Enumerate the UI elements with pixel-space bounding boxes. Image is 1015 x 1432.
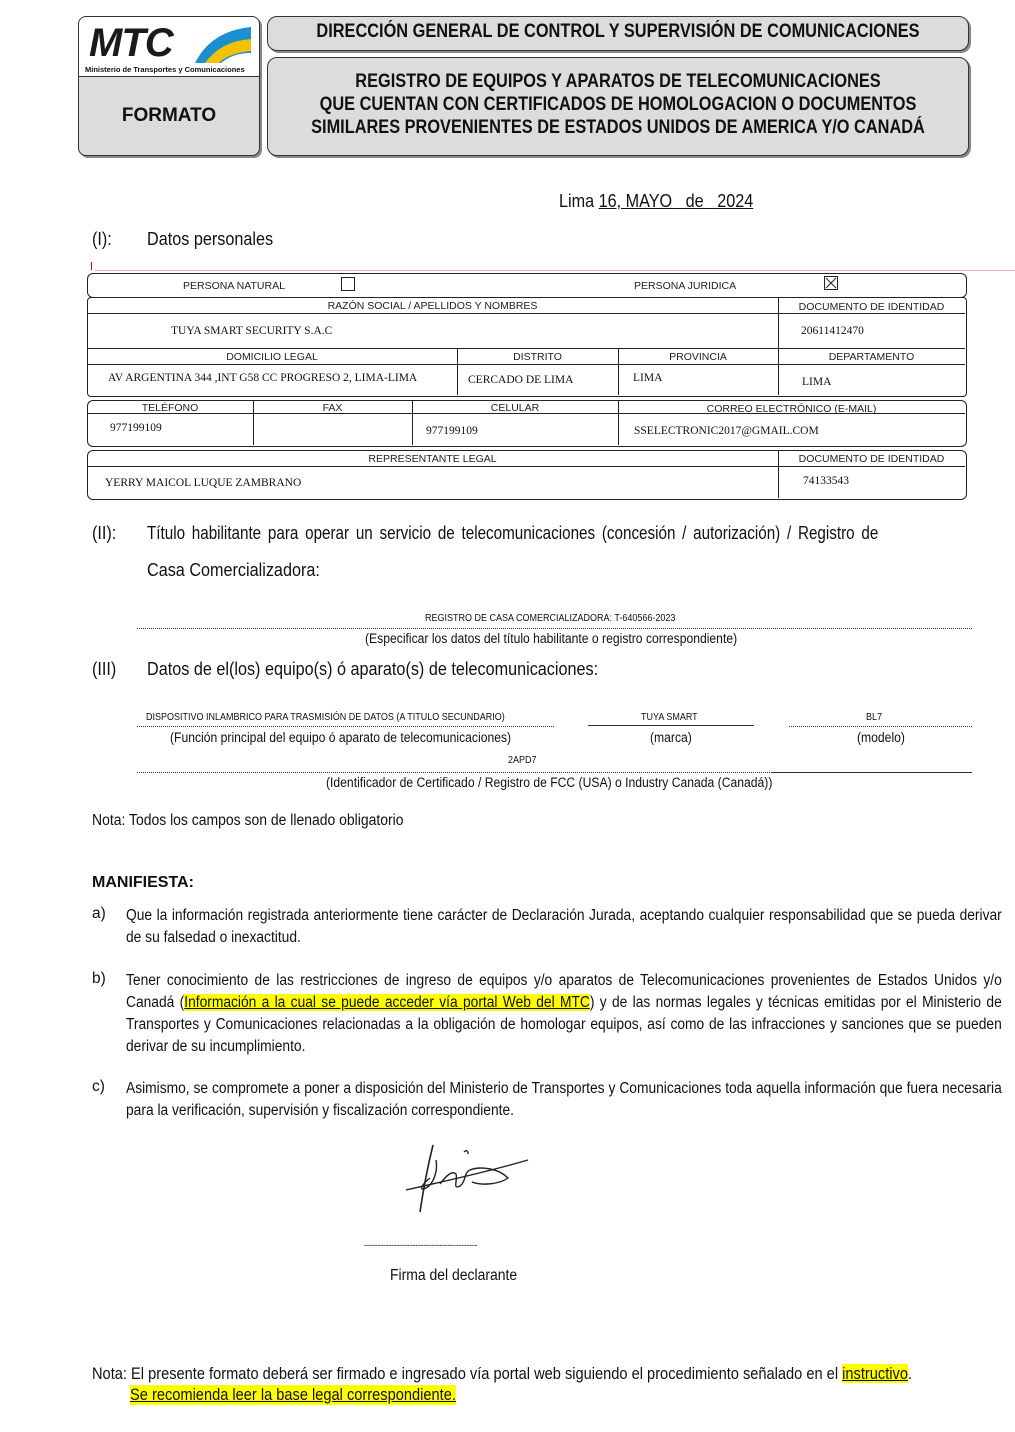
section2-title-line1: Título habilitante para operar un servicio de telecomunicaciones (concesión / autorización) / Registro de (147, 523, 879, 543)
documento-identidad-value: 20611412470 (801, 325, 864, 337)
item-b-pre: Tener conocimiento de las restricciones de ingreso de equipos y/o aparatos de Telecomunicaciones provenientes de Estados Unidos y/o Canadá ( (126, 972, 1002, 1011)
celular-value: 977199109 (426, 425, 478, 437)
documento-identidad-label: DOCUMENTO DE IDENTIDAD (798, 301, 945, 313)
fax-label: FAX (322, 402, 343, 414)
celular-label: CELULAR (490, 402, 540, 414)
section2-number: (II): (92, 523, 117, 543)
registro-title-box (267, 57, 969, 156)
rep-documento-value: 74133543 (803, 475, 849, 487)
red-guide-line (95, 270, 1015, 271)
nota-final-pre: Nota: El presente formato deberá ser firmado e ingresado vía portal web siguiendo el procedimiento señalado en el (92, 1364, 843, 1383)
representante-legal-value: YERRY MAICOL LUQUE ZAMBRANO (105, 477, 302, 489)
registro-title-2: QUE CUENTAN CON CERTIFICADOS DE HOMOLOGACION O DOCUMENTOS (319, 94, 917, 115)
marca-value: TUYA SMART (641, 712, 698, 723)
persona-juridica-label: PERSONA JURIDICA (634, 280, 737, 292)
nota-obligatorio: Nota: Todos los campos son de llenado obligatorio (92, 812, 404, 829)
departamento-value: LIMA (802, 376, 832, 388)
correo-label: CORREO ELECTRÓNICO (E-MAIL) (706, 403, 877, 415)
base-legal-link[interactable]: Se recomienda leer la base legal correspondiente. (130, 1385, 456, 1404)
certificado-id-value: 2APD7 (508, 755, 537, 766)
section3-number: (III) (92, 659, 117, 679)
logo-box (78, 16, 260, 78)
mtc-portal-link[interactable]: Información a la cual se puede acceder vía portal Web del MTC (184, 994, 590, 1011)
rep-documento-label: DOCUMENTO DE IDENTIDAD (798, 453, 945, 465)
departamento-label: DEPARTAMENTO (828, 351, 915, 363)
registro-title-1: REGISTRO DE EQUIPOS Y APARATOS DE TELECOMUNICACIONES (355, 71, 881, 92)
formato-box (78, 76, 260, 156)
date-day-month: 16, MAYO (598, 191, 673, 211)
funcion-principal-caption: (Función principal del equipo ó aparato de telecomunicaciones) (170, 730, 512, 745)
date-line (559, 191, 753, 212)
distrito-value: CERCADO DE LIMA (468, 374, 574, 386)
domicilio-legal-label: DOMICILIO LEGAL (226, 351, 318, 363)
item-c-letter: c) (92, 1078, 105, 1095)
section1-title: Datos personales (147, 229, 274, 249)
manifiesta-title: MANIFIESTA: (92, 874, 194, 891)
distrito-label: DISTRITO (513, 351, 562, 363)
item-b-text (126, 970, 1002, 1058)
formato-label: FORMATO (121, 105, 217, 126)
nota-final-post: . (907, 1364, 913, 1383)
date-city: Lima (559, 191, 595, 211)
direction-box (267, 16, 969, 51)
provincia-label: PROVINCIA (669, 351, 727, 363)
persona-natural-label: PERSONA NATURAL (183, 280, 285, 292)
signature-image (400, 1140, 535, 1220)
mtc-logo-icon (191, 23, 253, 65)
telefono-label: TELÉFONO (141, 402, 199, 414)
modelo-caption: (modelo) (857, 730, 905, 745)
item-b-letter: b) (92, 970, 106, 987)
mtc-logo-subtitle: Ministerio de Transportes y Comunicaciones (85, 65, 245, 74)
firma-label: Firma del declarante (390, 1267, 518, 1284)
certificado-id-caption: (Identificador de Certificado / Registro de FCC (USA) o Industry Canada (Canadá)) (326, 775, 773, 790)
section3-title: Datos de el(los) equipo(s) ó aparato(s) de telecomunicaciones: (147, 659, 599, 679)
section2-title-line2: Casa Comercializadora: (147, 560, 320, 580)
razon-social-label: RAZÓN SOCIAL / APELLIDOS Y NOMBRES (327, 300, 538, 312)
persona-natural-checkbox[interactable] (341, 277, 355, 291)
titulo-habilitante-value: REGISTRO DE CASA COMERCIALIZADORA: T-640566-2023 (425, 613, 676, 624)
mtc-logo-text: MTC (89, 21, 173, 65)
correo-value: SSELECTRONIC2017@GMAIL.COM (634, 425, 819, 437)
section1-number: (I): (92, 229, 112, 249)
registro-title-3: SIMILARES PROVENIENTES DE ESTADOS UNIDOS DE AMERICA Y/O CANADÁ (311, 117, 925, 138)
titulo-habilitante-caption: (Especificar los datos del título habilitante o registro correspondiente) (365, 631, 738, 646)
firma-line: ------------------------------------------ (364, 1240, 478, 1250)
razon-social-value: TUYA SMART SECURITY S.A.C (171, 325, 333, 337)
marca-caption: (marca) (650, 730, 692, 745)
persona-juridica-checkbox[interactable] (824, 276, 838, 290)
funcion-principal-value: DISPOSITIVO INLAMBRICO PARA TRASMISIÓN DE DATOS (A TITULO SECUNDARIO) (146, 712, 505, 723)
checkbox-x-icon (825, 277, 837, 289)
nota-final (92, 1364, 912, 1384)
provincia-value: LIMA (633, 372, 663, 384)
representante-legal-label: REPRESENTANTE LEGAL (368, 453, 497, 465)
date-year: 2024 (717, 191, 754, 211)
domicilio-legal-value: AV ARGENTINA 344 ,INT G58 CC PROGRESO 2, LIMA-LIMA (108, 372, 418, 384)
item-a-text: Que la información registrada anteriormente tiene carácter de Declaración Jurada, aceptando cualquier responsabilidad que se pueda derivar de su falsedad o inexactitud. (126, 907, 1002, 946)
item-c-text: Asimismo, se compromete a poner a disposición del Ministerio de Transportes y Comunicaciones toda aquella información que fuera necesaria para la verificación, supervisión y fiscalización correspondiente. (126, 1080, 1002, 1119)
red-mark (91, 262, 92, 270)
instructivo-link[interactable]: instructivo (842, 1364, 908, 1383)
direction-title: DIRECCIÓN GENERAL DE CONTROL Y SUPERVISIÓN DE COMUNICACIONES (316, 21, 920, 42)
modelo-value: BL7 (866, 712, 883, 723)
item-b-post: ) y de las normas legales y técnicas emitidas por el Ministerio de Transportes y Comunicaciones relacionadas a la obligación de homologar equipos, así como de las infracciones y sanciones que se pueden derivar de su incumplimiento. (126, 994, 1002, 1055)
item-a-letter: a) (92, 905, 106, 922)
telefono-value: 977199109 (110, 422, 162, 434)
date-de: de (685, 191, 704, 211)
